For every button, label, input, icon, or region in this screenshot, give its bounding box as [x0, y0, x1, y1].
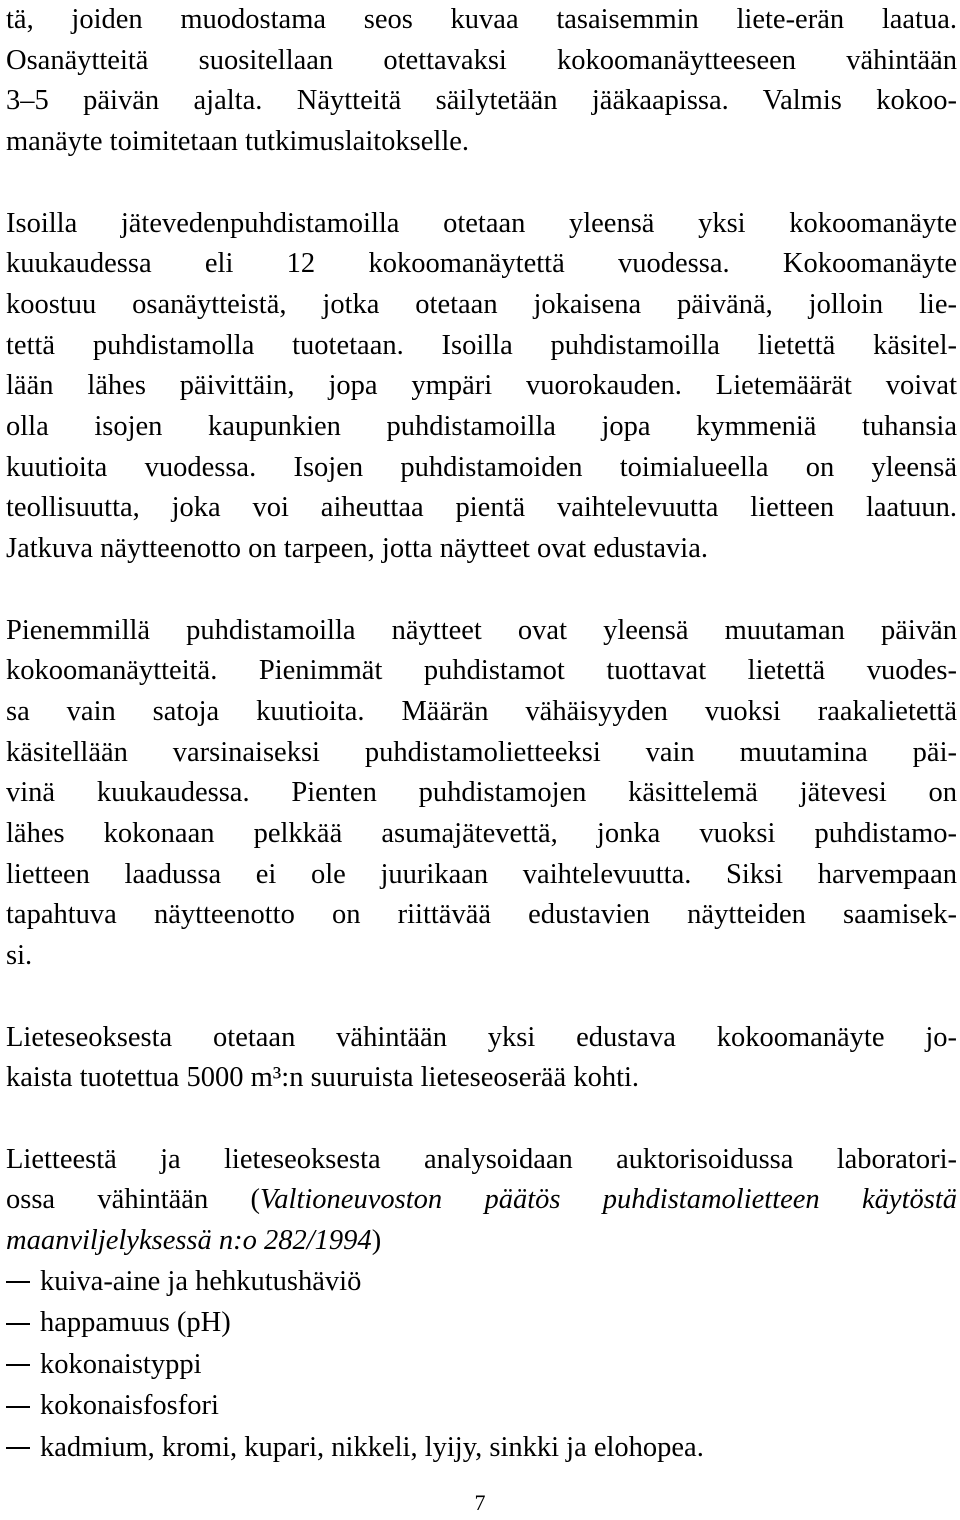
text-line: Lietteestä ja lieteseoksesta analysoidaan auktorisoidussa laboratori- — [6, 1143, 957, 1175]
text-line: kuutioita vuodessa. Isojen puhdistamoiden toimialueella on yleensä — [6, 451, 957, 483]
text-line: sa vain satoja kuutioita. Määrän vähäisyyden vuoksi raakalietettä — [6, 695, 957, 727]
list-item-text: kokonaistyppi — [40, 1348, 202, 1380]
dash-bullet-icon — [6, 1428, 36, 1469]
text-line: olla isojen kaupunkien puhdistamoilla jopa kymmeniä tuhansia — [6, 411, 957, 443]
text-line — [6, 1221, 957, 1262]
text-line: Osanäytteitä suositellaan otettavaksi kokoomanäytteeseen vähintään — [6, 44, 957, 76]
dash-bullet-icon — [6, 1303, 36, 1344]
paragraph-analysis-intro — [6, 1140, 957, 1262]
list-item-text: happamuus (pH) — [40, 1307, 231, 1339]
list-item-text: kuiva-aine ja hehkutushäviö — [40, 1265, 362, 1297]
dash-bullet-icon — [6, 1345, 36, 1386]
list-item — [6, 1428, 957, 1470]
text-line: Lieteseoksesta otetaan vähintään yksi edustava kokoomanäyte jo- — [6, 1021, 957, 1053]
paragraph-sample-collection — [6, 0, 957, 163]
text-line: lään lähes päivittäin, jopa ympäri vuorokauden. Lietemäärät voivat — [6, 370, 957, 402]
list-item — [6, 1386, 957, 1428]
text-line: lietteen laadussa ei ole juurikaan vaihtelevuutta. Siksi harvempaan — [6, 858, 957, 890]
text-line: tettä puhdistamolla tuotetaan. Isoilla puhdistamoilla lietettä käsitel- — [6, 329, 957, 361]
text-line: käsitellään varsinaiseksi puhdistamolietteeksi vain muutamina päi- — [6, 736, 957, 768]
text-line: teollisuutta, joka voi aiheuttaa pientä vaihtelevuutta lietteen laatuun. — [6, 492, 957, 524]
regulation-reference: Valtioneuvoston päätös puhdistamolietteen käytöstä — [260, 1184, 957, 1216]
regulation-reference: maanviljelyksessä n:o 282/1994 — [6, 1225, 372, 1257]
paragraph-small-plants — [6, 611, 957, 977]
list-item-text: kokonaisfosfori — [40, 1390, 219, 1422]
list-item — [6, 1303, 957, 1345]
text-segment: ossa vähintään ( — [6, 1184, 261, 1216]
text-line: Pienemmillä puhdistamoilla näytteet ovat yleensä muutaman päivän — [6, 614, 957, 646]
text-line: kuukaudessa eli 12 kokoomanäytettä vuodessa. Kokoomanäyte — [6, 248, 957, 280]
paragraph-sludge-mixture — [6, 1018, 957, 1099]
paragraph-large-plants — [6, 204, 957, 570]
text-line — [6, 1180, 957, 1221]
analysis-list — [6, 1262, 957, 1470]
dash-bullet-icon — [6, 1262, 36, 1303]
text-line: kaista tuotettua 5000 m³:n suuruista lieteseoserää kohti. — [6, 1062, 640, 1094]
text-line: vinä kuukaudessa. Pienten puhdistamojen käsittelemä jätevesi on — [6, 777, 957, 809]
list-item — [6, 1345, 957, 1387]
text-line: koostuu osanäytteistä, jotka otetaan jokaisena päivänä, jolloin lie- — [6, 288, 957, 320]
list-item-text: kadmium, kromi, kupari, nikkeli, lyijy, sinkki ja elohopea. — [40, 1431, 704, 1463]
dash-bullet-icon — [6, 1386, 36, 1427]
text-line: Isoilla jätevedenpuhdistamoilla otetaan yleensä yksi kokoomanäyte — [6, 207, 957, 239]
text-line: manäyte toimitetaan tutkimuslaitokselle. — [6, 126, 470, 158]
text-line: tapahtuva näytteenotto on riittävää edustavien näytteiden saamisek- — [6, 899, 957, 931]
text-line: 3–5 päivän ajalta. Näytteitä säilytetään jääkaapissa. Valmis kokoo- — [6, 85, 957, 117]
text-line: Jatkuva näytteenotto on tarpeen, jotta näytteet ovat edustavia. — [6, 533, 708, 565]
document-page — [6, 0, 957, 1469]
text-line: tä, joiden muodostama seos kuvaa tasaisemmin liete-erän laatua. — [6, 4, 957, 35]
text-line: lähes kokonaan pelkkää asumajätevettä, jonka vuoksi puhdistamo- — [6, 818, 957, 850]
text-line: si. — [6, 940, 33, 972]
list-item — [6, 1262, 957, 1304]
text-line: kokoomanäytteitä. Pienimmät puhdistamot tuottavat lietettä vuodes- — [6, 655, 957, 687]
text-segment: ) — [371, 1225, 382, 1257]
page-number: 7 — [474, 1490, 486, 1515]
